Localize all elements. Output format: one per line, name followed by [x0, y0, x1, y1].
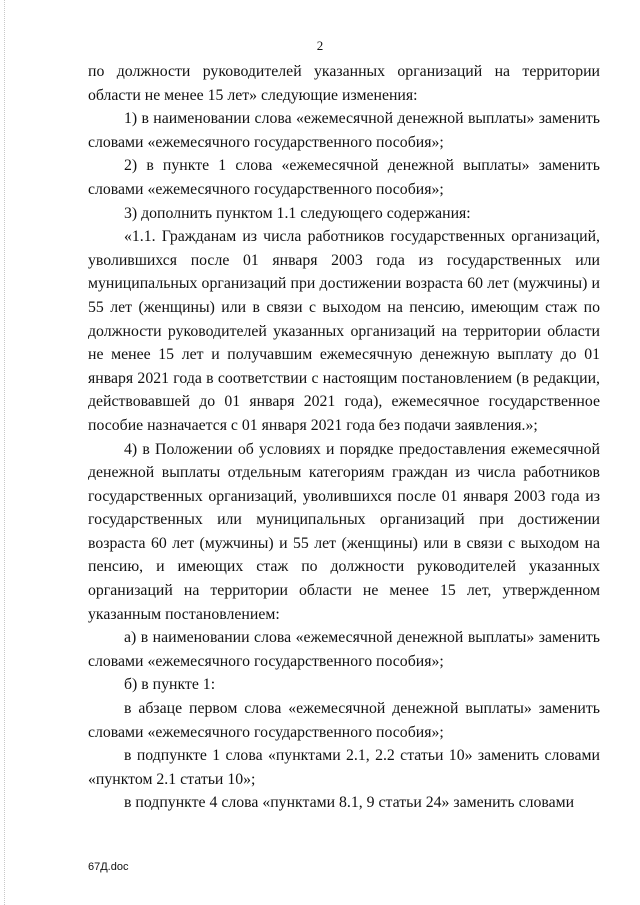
paragraph-item-4: 4) в Положении об условиях и порядке предоставления ежемесячной денежной выплаты отдельным категориям граждан из числа работников государственных организаций, уволившихся после 01 января 2003 года из государственных или муниципальных организаций при достижении возраста 60 лет (мужчины) и 55 лет (женщины) или в связи с выходом на пенсию, и имеющих стаж по должности руководителей указанных организаций на территории области не менее 15 лет, утвержденном указанным постановлением: [88, 440, 600, 623]
document-body [88, 60, 600, 815]
paragraph-first-abzac: в абзаце первом слова «ежемесячной денежной выплаты» заменить словами «ежемесячного государственного пособия»; [88, 700, 600, 741]
document-filename: 67Д.doc [88, 861, 129, 873]
paragraph-continuation: по должности руководителей указанных организаций на территории области не менее 15 лет» следующие изменения: [88, 63, 600, 104]
paragraph-item-1: 1) в наименовании слова «ежемесячной денежной выплаты» заменить словами «ежемесячного государственного пособия»; [88, 110, 600, 151]
paragraph-subitem-a: а) в наименовании слова «ежемесячной денежной выплаты» заменить словами «ежемесячного государственного пособия»; [88, 629, 600, 670]
scan-edge-line [4, 0, 5, 905]
paragraph-item-3: 3) дополнить пунктом 1.1 следующего содержания: [124, 204, 471, 222]
paragraph-subpoint-1: в подпункте 1 слова «пунктами 2.1, 2.2 статьи 10» заменить словами «пунктом 2.1 статьи 10»; [88, 747, 600, 788]
paragraph-item-2: 2) в пункте 1 слова «ежемесячной денежной выплаты» заменить словами «ежемесячного государственного пособия»; [88, 157, 600, 198]
paragraph-clause-1-1: «1.1. Гражданам из числа работников государственных организаций, уволившихся после 01 января 2003 года из государственных или муниципальных организаций при достижении возраста 60 лет (мужчины) и 55 лет (женщины) или в связи с выходом на пенсию, имеющим стаж по должности руководителей указанных организаций на территории области не менее 15 лет и получавшим ежемесячную денежную выплату до 01 января 2021 года в соответствии с настоящим постановлением (в редакции, действовавшей до 01 января 2021 года), ежемесячное государственное пособие назначается с 01 января 2021 года без подачи заявления.»; [88, 228, 600, 434]
page-number: 2 [316, 38, 324, 53]
paragraph-subitem-b: б) в пункте 1: [124, 676, 216, 694]
paragraph-subpoint-4: в подпункте 4 слова «пунктами 8.1, 9 статьи 24» заменить словами [124, 794, 575, 812]
